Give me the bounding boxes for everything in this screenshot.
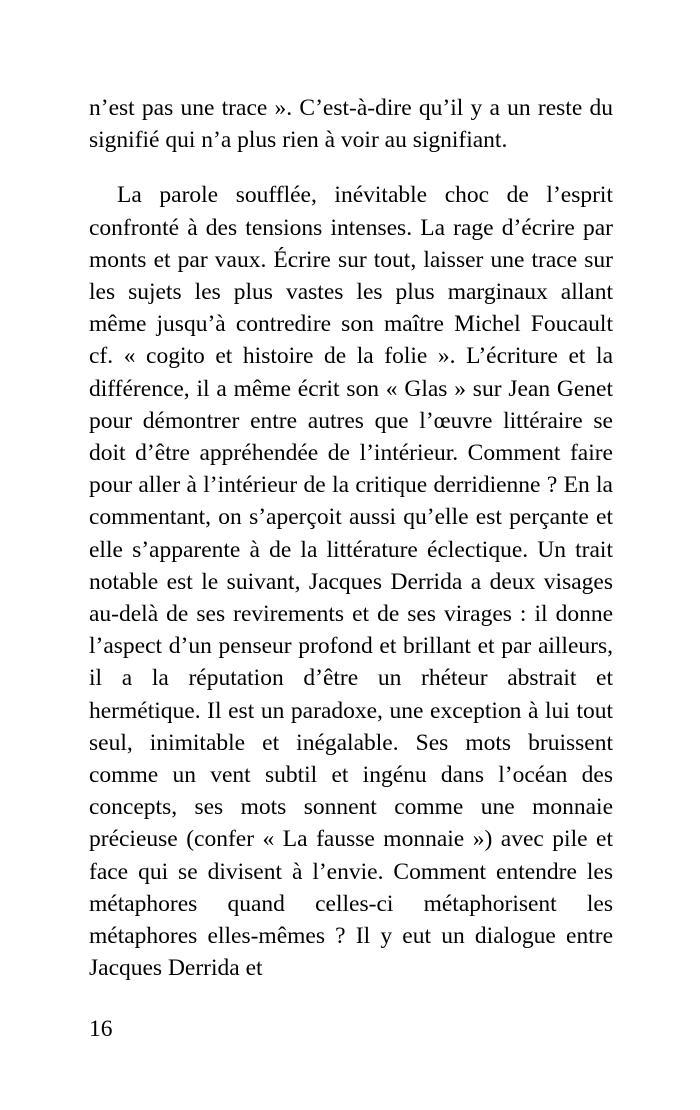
paragraph-main: La parole soufflée, inévitable choc de l’esprit confronté à des tensions intenses. La rage d’écrire par monts et par vaux. Écrire sur tout, laisser une trace sur les sujets les plus vastes les plus marginaux allant même jusqu’à contredire son maître Michel Foucault cf. « cogito et histoire de la folie ». L’écriture et la différence, il a même écrit son « Glas » sur Jean Genet pour démontrer entre autres que l’œuvre littéraire se doit d’être appréhendée de l’intérieur. Comment faire pour aller à l’intérieur de la critique derridienne ? En la commentant, on s’aperçoit aussi qu’elle est perçante et elle s’apparente à de la littérature éclectique. Un trait notable est le suivant, Jacques Derrida a deux visages au-delà de ses revirements et de ses virages : il donne l’aspect d’un penseur profond et brillant et par ailleurs, il a la réputation d’être un rhéteur abstrait et hermétique. Il est un paradoxe, une exception à lui tout seul, inimitable et inégalable. Ses mots bruissent comme un vent subtil et ingénu dans l’océan des concepts, ses mots sonnent comme une monnaie précieuse (confer « La fausse monnaie ») avec pile et face qui se divisent à l’envie. Comment entendre les métaphores quand celles-ci métaphorisent les métaphores elles-mêmes ? Il y eut un dialogue entre Jacques Derrida et [89,182,613,982]
paragraph-continuation: n’est pas une trace ». C’est-à-dire qu’il y a un reste du signifié qui n’a plus rien à voir au signifiant. [89,95,613,154]
body-text [89,92,613,984]
page-number: 16 [89,1016,113,1042]
